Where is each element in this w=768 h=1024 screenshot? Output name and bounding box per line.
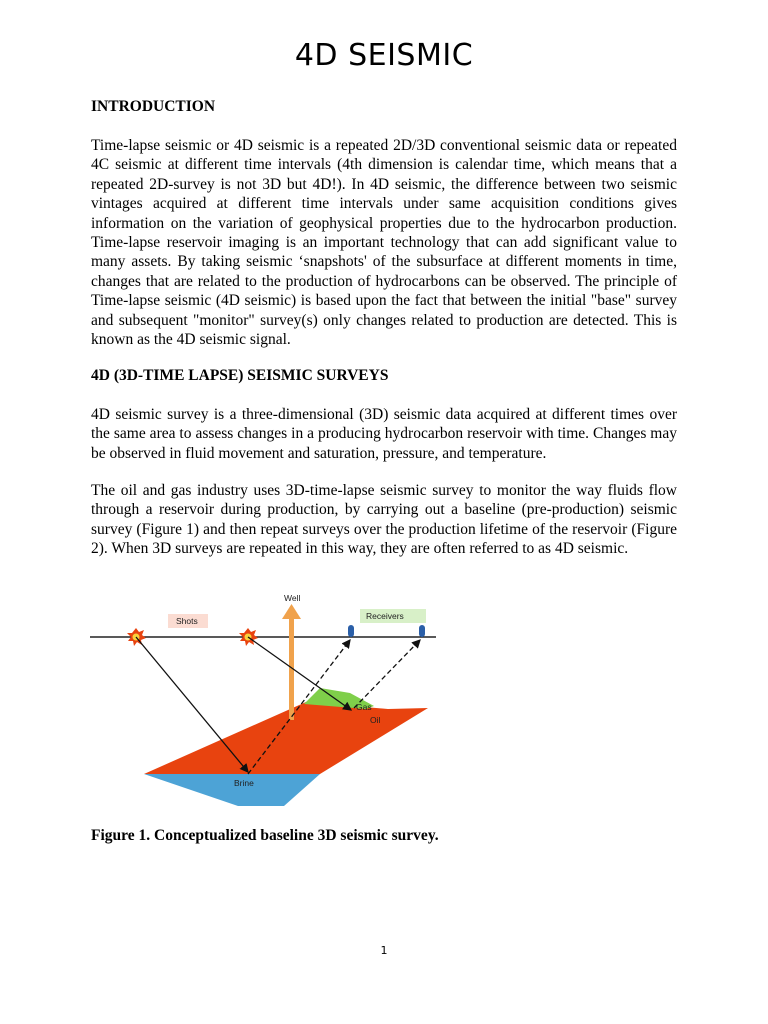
well-label: Well <box>284 593 301 603</box>
brine-label: Brine <box>234 778 254 788</box>
receivers-label: Receivers <box>366 611 404 621</box>
page-number: 1 <box>380 944 388 957</box>
intro-paragraph: Time-lapse seismic or 4D seismic is a repeated 2D/3D conventional seismic data or repeated 4C seismic at different time intervals (4th dimension is calendar time, which means that a repeated 2D-survey is not 3D but 4D!). In 4D seismic, the difference between two seismic vintages acquired at different time intervals under same acquisition conditions gives information on the variation of geophysical properties due to the hydrocarbon production. Time-lapse reservoir imaging is an important technology that can add significant value to many assets. By taking seismic ‘snapshots' of the subsurface at different moments in time, changes that are related to the production of hydrocarbons can be observed. The principle of Time-lapse seismic (4D seismic) is based upon the fact that between the initial "base" survey and subsequent "monitor" survey(s) only changes related to production are detected. This is known as the 4D seismic signal. <box>91 137 677 349</box>
ray-path-incident <box>136 637 248 772</box>
brine-layer <box>144 774 320 806</box>
page-title: 4D SEISMIC <box>294 38 474 73</box>
oil-layer <box>144 702 428 774</box>
gas-label: Gas <box>356 702 372 712</box>
surveys-paragraph-1: 4D seismic survey is a three-dimensional (3D) seismic data acquired at different times over the same area to assess changes in a producing hydrocarbon reservoir with time. Changes may be observed in fluid movement and saturation, pressure, and temperature. <box>91 406 677 462</box>
figure-caption: Figure 1. Conceptualized baseline 3D seismic survey. <box>91 827 439 844</box>
oil-label: Oil <box>370 715 381 725</box>
section-heading-introduction: INTRODUCTION <box>91 98 216 115</box>
receiver-icon <box>348 625 354 637</box>
figure-1-diagram <box>88 590 440 812</box>
ray-path-reflected <box>354 640 420 708</box>
receiver-icon <box>419 625 425 637</box>
shots-label: Shots <box>176 616 198 626</box>
section-heading-4d-surveys: 4D (3D-TIME LAPSE) SEISMIC SURVEYS <box>91 367 389 384</box>
surveys-paragraph-2: The oil and gas industry uses 3D-time-lapse seismic survey to monitor the way fluids flow through a reservoir during production, by carrying out a baseline (pre-production) seismic survey (Figure 1) and then repeat surveys over the production lifetime of the reservoir (Figure 2). When 3D surveys are repeated in this way, they are often referred to as 4D seismic. <box>91 482 677 558</box>
well-arrow-head <box>282 604 301 619</box>
ray-path-incident <box>248 637 351 710</box>
